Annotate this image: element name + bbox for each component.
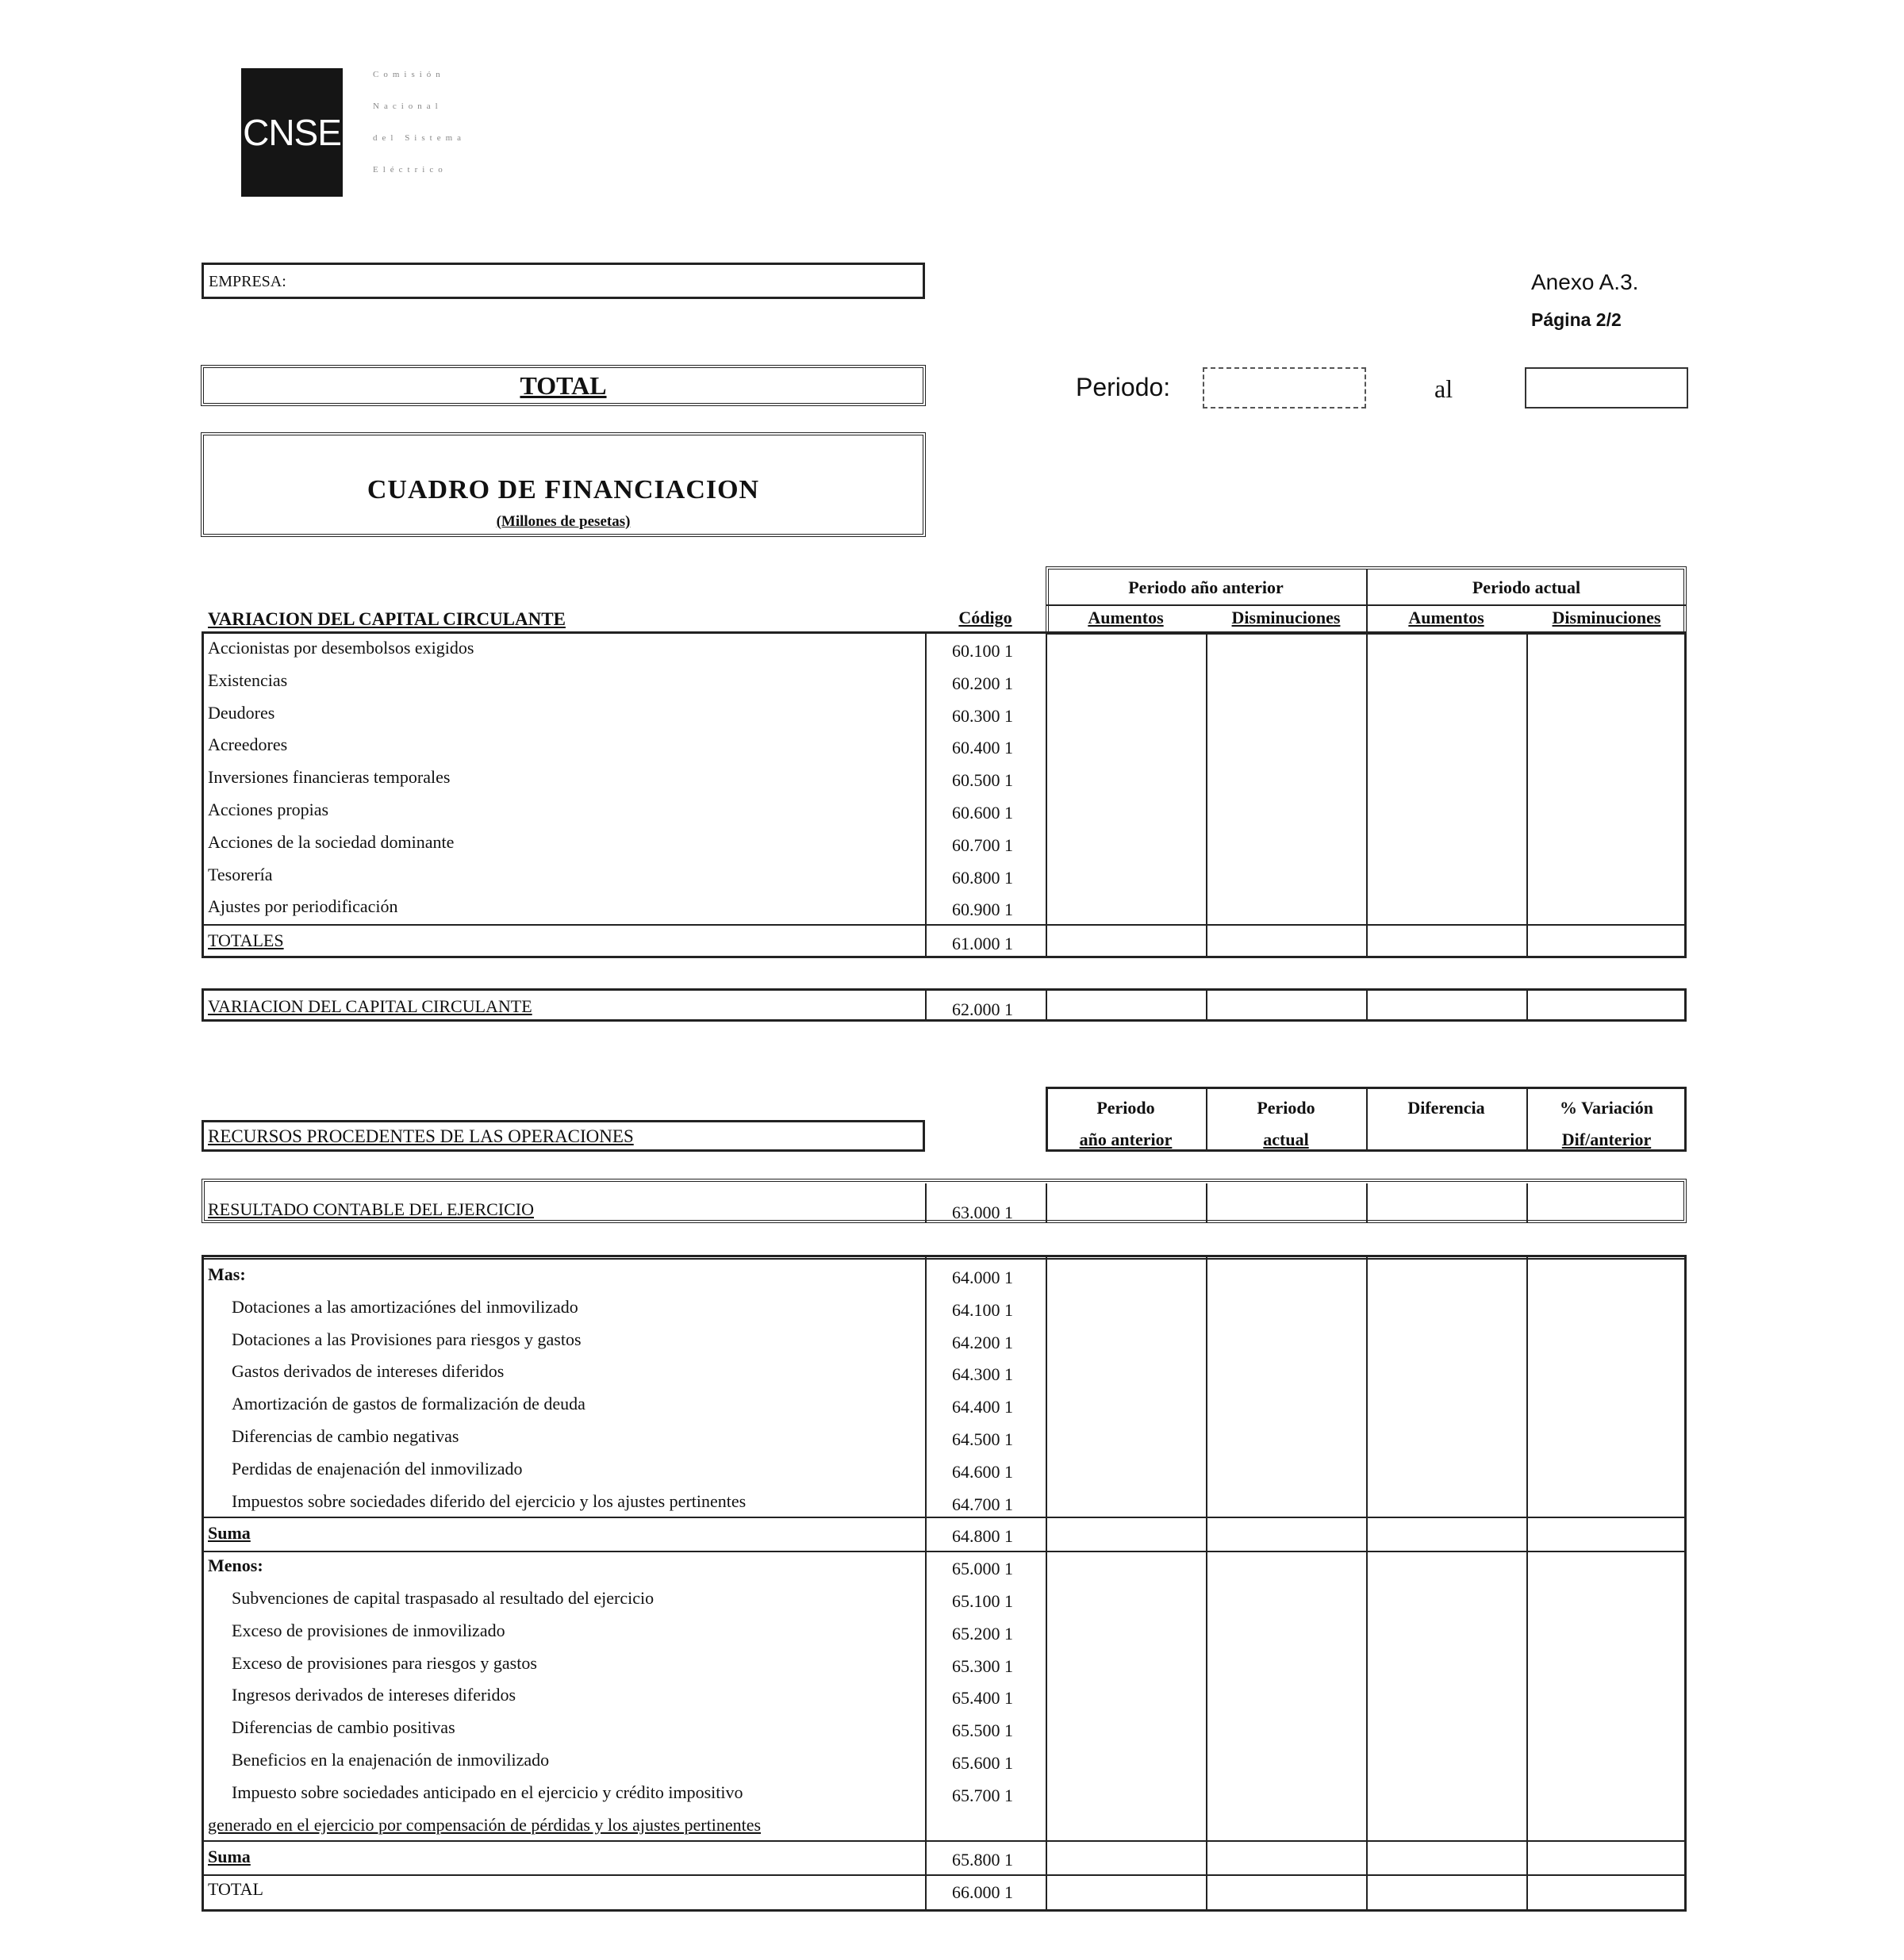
- menos-row-code: 65.200 1: [952, 1623, 1013, 1644]
- table-row-label: Acciones propias: [208, 800, 329, 819]
- column-line: [925, 631, 927, 958]
- column-line: [1366, 988, 1368, 1022]
- column-line: [1526, 631, 1528, 958]
- column-line: [925, 988, 927, 1022]
- column-line: [1046, 988, 1047, 1022]
- pagina-label: Página 2/2: [1531, 309, 1622, 330]
- suma2-label: Suma: [208, 1847, 251, 1867]
- periodo-end-field[interactable]: [1525, 367, 1688, 408]
- resultado-code: 63.000 1: [952, 1202, 1013, 1222]
- column-header-top: Periodo: [1257, 1098, 1315, 1118]
- logo-line: del Sistema: [373, 133, 466, 143]
- table-row-label: Ajustes por periodificación: [208, 896, 398, 917]
- column-line: [925, 1255, 927, 1912]
- table-row-code: 60.900 1: [952, 899, 1013, 920]
- column-header: Disminuciones: [1552, 608, 1661, 627]
- logo-line: Eléctrico: [373, 165, 447, 175]
- logo-text: [373, 70, 516, 197]
- resultado-label: RESULTADO CONTABLE DEL EJERCICIO: [208, 1199, 535, 1219]
- column-header-bottom: actual: [1263, 1130, 1309, 1149]
- cnse-logo: [241, 68, 343, 197]
- column-header: Disminuciones: [1231, 608, 1341, 627]
- column-header-top: Periodo: [1096, 1098, 1155, 1118]
- mas-row-code: 64.400 1: [952, 1397, 1013, 1417]
- totales-code: 61.000 1: [952, 934, 1013, 954]
- cuadro-title: CUADRO DE FINANCIACION: [367, 475, 760, 504]
- top-line: [202, 1258, 1687, 1260]
- table-row-label: Accionistas por desembolsos exigidos: [208, 638, 474, 658]
- menos-row-code: 65.600 1: [952, 1753, 1013, 1773]
- al-label: al: [1434, 374, 1453, 403]
- suma1-code: 64.800 1: [952, 1526, 1013, 1547]
- mas-row-code: 64.100 1: [952, 1299, 1013, 1320]
- mas-row-label: Diferencias de cambio negativas: [232, 1426, 459, 1446]
- totales-label: TOTALES: [208, 930, 284, 951]
- variacion-label: VARIACION DEL CAPITAL CIRCULANTE: [208, 996, 532, 1016]
- periodo-label: Periodo:: [1076, 373, 1171, 401]
- mas-row-label: Dotaciones a las Provisiones para riesgos y gastos: [232, 1329, 582, 1349]
- total-code: 66.000 1: [952, 1882, 1013, 1903]
- mas-row-code: 64.700 1: [952, 1494, 1013, 1514]
- column-header-bottom: año anterior: [1079, 1130, 1173, 1149]
- table-row-code: 60.100 1: [952, 641, 1013, 661]
- mas-row-label: Gastos derivados de intereses diferidos: [232, 1361, 505, 1382]
- logo-line: Comisión: [373, 70, 445, 79]
- column-line: [1366, 1087, 1368, 1152]
- menos-cont-label: generado en el ejercicio por compensación de pérdidas y los ajustes pertinentes: [208, 1814, 762, 1835]
- menos-row-label: Diferencias de cambio positivas: [232, 1717, 455, 1738]
- empresa-field[interactable]: [202, 263, 925, 299]
- menos-row-label: Exceso de provisiones para riesgos y gastos: [232, 1652, 537, 1673]
- logo-abbr: CNSE: [243, 112, 341, 153]
- mas-row-code: 64.300 1: [952, 1364, 1013, 1385]
- column-line: [1526, 988, 1528, 1022]
- total-title: TOTAL: [520, 371, 607, 400]
- menos-row-label: Ingresos derivados de intereses diferidos: [232, 1685, 516, 1705]
- menos-row-code: 65.100 1: [952, 1591, 1013, 1611]
- suma1-label: Suma: [208, 1523, 251, 1544]
- table-row-label: Existencias: [208, 669, 288, 690]
- suma-line: [202, 1517, 1687, 1518]
- menos-code: 65.000 1: [952, 1559, 1013, 1579]
- column-header-top: Diferencia: [1407, 1098, 1485, 1118]
- variacion-code: 62.000 1: [952, 999, 1013, 1019]
- menos-row-label: Subvenciones de capital traspasado al resultado del ejercicio: [232, 1588, 654, 1608]
- mas-label: Mas:: [208, 1264, 246, 1284]
- column-line: [1206, 988, 1207, 1022]
- totales-line: [202, 924, 1687, 926]
- suma-line: [202, 1840, 1687, 1842]
- table-row-label: Acciones de la sociedad dominante: [208, 831, 455, 852]
- anexo-label: Anexo A.3.: [1531, 270, 1639, 294]
- column-line: [1366, 1255, 1368, 1912]
- mas-row-label: Amortización de gastos de formalización de deuda: [232, 1394, 585, 1414]
- cuadro-title-box: [201, 432, 926, 537]
- section2-title: RECURSOS PROCEDENTES DE LAS OPERACIONES: [208, 1126, 634, 1146]
- mas-row-code: 64.600 1: [952, 1461, 1013, 1482]
- table-row-code: 60.300 1: [952, 705, 1013, 726]
- menos-label: Menos:: [208, 1555, 263, 1576]
- suma2-code: 65.800 1: [952, 1850, 1013, 1870]
- total-line: [202, 1874, 1687, 1876]
- table-row-label: Deudores: [208, 702, 275, 723]
- periodo-start-field[interactable]: [1203, 367, 1366, 408]
- column-line: [1206, 1255, 1207, 1912]
- mas-code: 64.000 1: [952, 1268, 1013, 1287]
- menos-row-label: Beneficios en la enajenación de inmovilizado: [232, 1750, 550, 1770]
- column-line: [1366, 1183, 1368, 1223]
- menos-row-code: 65.400 1: [952, 1688, 1013, 1709]
- cuadro-subtitle: (Millones de pesetas): [496, 513, 631, 530]
- table-row-code: 60.600 1: [952, 803, 1013, 823]
- menos-row-code: 65.700 1: [952, 1785, 1013, 1805]
- table-row-code: 60.500 1: [952, 770, 1013, 791]
- menos-row-label: Exceso de provisiones de inmovilizado: [232, 1620, 505, 1640]
- section1-body: [202, 631, 1687, 958]
- table-row-code: 60.700 1: [952, 834, 1013, 855]
- code-header: Código: [958, 608, 1012, 627]
- mas-row-code: 64.500 1: [952, 1429, 1013, 1449]
- section1-title: VARIACION DEL CAPITAL CIRCULANTE: [208, 609, 566, 629]
- column-line: [1206, 1183, 1207, 1223]
- total-label: TOTAL: [208, 1879, 263, 1900]
- menos-row-label: Impuesto sobre sociedades anticipado en el ejercicio y crédito impositivo: [232, 1782, 743, 1802]
- table-row-label: Acreedores: [208, 735, 288, 755]
- column-header-top: % Variación: [1560, 1098, 1653, 1118]
- mas-row-code: 64.200 1: [952, 1332, 1013, 1352]
- total-title-box: [201, 365, 926, 406]
- empresa-label: EMPRESA:: [209, 273, 286, 290]
- menos-row-code: 65.300 1: [952, 1655, 1013, 1676]
- table-row-code: 60.200 1: [952, 673, 1013, 693]
- group-header-prev: Periodo año anterior: [1128, 577, 1284, 597]
- column-line: [1046, 1255, 1047, 1912]
- mas-row-label: Impuestos sobre sociedades diferido del ejercicio y los ajustes pertinentes: [232, 1490, 747, 1511]
- column-line: [1526, 1255, 1528, 1912]
- column-header: Aumentos: [1408, 608, 1484, 627]
- column-line: [1206, 631, 1207, 958]
- group-header-curr: Periodo actual: [1472, 577, 1581, 597]
- table-row-code: 60.800 1: [952, 867, 1013, 888]
- column-line: [1526, 1183, 1528, 1223]
- column-line: [1046, 631, 1047, 958]
- menos-row-code: 65.500 1: [952, 1720, 1013, 1741]
- column-header: Aumentos: [1088, 608, 1164, 627]
- logo-line: Nacional: [373, 102, 443, 111]
- column-header-bottom: Dif/anterior: [1561, 1130, 1652, 1149]
- table-row-label: Tesorería: [208, 864, 273, 884]
- table-row-label: Inversiones financieras temporales: [208, 767, 451, 788]
- table-row-code: 60.400 1: [952, 738, 1013, 758]
- mas-row-label: Perdidas de enajenación del inmovilizado: [232, 1458, 523, 1479]
- column-line: [1366, 631, 1368, 958]
- section2-body: [202, 1255, 1687, 1912]
- mas-row-label: Dotaciones a las amortizaciónes del inmovilizado: [232, 1296, 578, 1317]
- header-line: [202, 631, 1687, 633]
- suma-line: [202, 1551, 1687, 1552]
- column-line: [925, 1183, 927, 1223]
- column-line: [1046, 1183, 1047, 1223]
